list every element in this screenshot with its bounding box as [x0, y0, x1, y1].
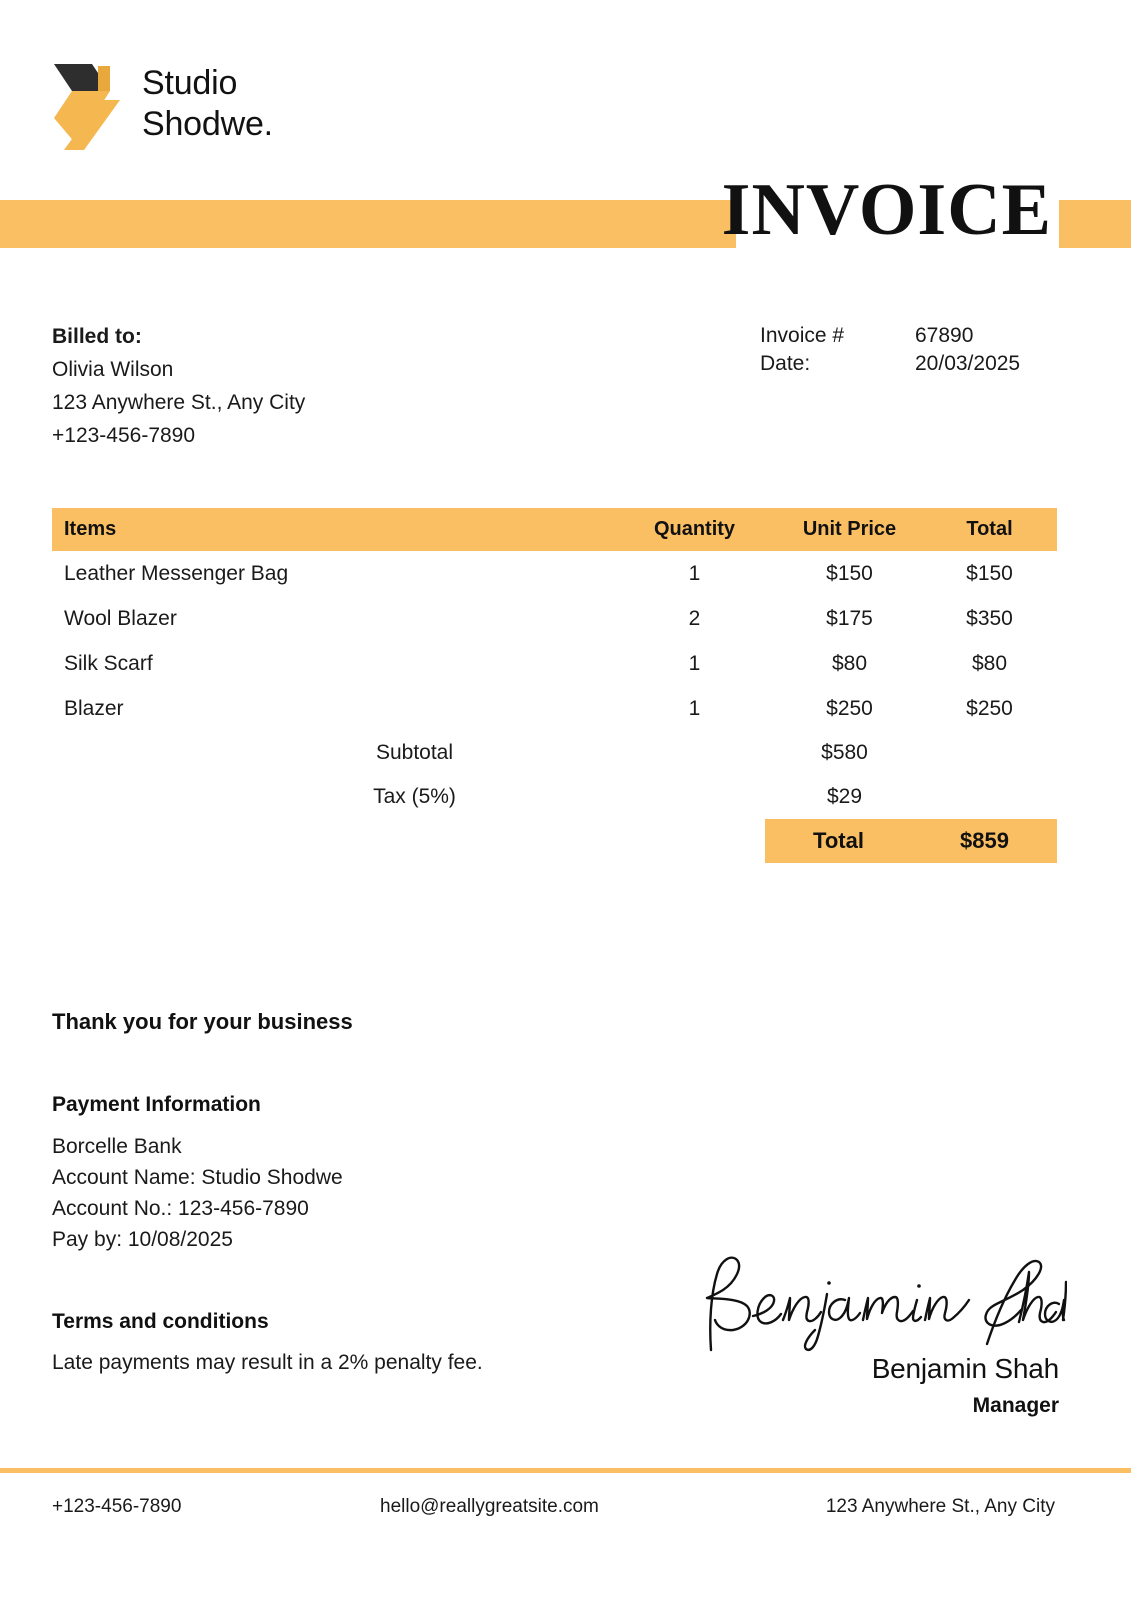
signature-block — [639, 1250, 1059, 1418]
cell-qty: 1 — [688, 651, 701, 675]
accent-band-right — [1059, 200, 1131, 248]
footer-divider — [0, 1468, 1131, 1473]
signatory-role: Manager — [972, 1394, 1059, 1417]
column-header-quantity: Quantity — [653, 518, 736, 540]
client-address: 123 Anywhere St., Any City — [52, 391, 306, 414]
column-header-unit-price: Unit Price — [802, 518, 897, 540]
tax-value: $29 — [826, 785, 863, 808]
subtotal-row — [52, 731, 1057, 775]
cell-price: $175 — [826, 606, 873, 630]
table-row — [52, 551, 1057, 596]
billed-to-heading: Billed to: — [52, 325, 142, 348]
page-title: INVOICE — [721, 169, 1052, 251]
brand-name — [142, 63, 273, 146]
terms-heading: Terms and conditions — [52, 1310, 269, 1333]
payment-bank: Borcelle Bank — [52, 1135, 182, 1158]
footer-phone: +123-456-7890 — [52, 1496, 182, 1517]
payment-account-name: Account Name: Studio Shodwe — [52, 1166, 343, 1189]
page-footer — [0, 1496, 1131, 1518]
brand-line-1: Studio — [142, 63, 238, 102]
client-name: Olivia Wilson — [52, 358, 174, 381]
invoice-number-value: 67890 — [915, 324, 974, 347]
table-row — [52, 596, 1057, 641]
grand-total-row — [765, 819, 1057, 863]
subtotal-value: $580 — [821, 741, 868, 764]
cell-qty: 1 — [688, 696, 701, 720]
terms-body: Late payments may result in a 2% penalty fee. — [52, 1351, 483, 1374]
payment-information-block — [52, 1093, 343, 1255]
client-phone: +123-456-7890 — [52, 424, 196, 447]
line-items-table — [52, 508, 1057, 863]
table-header-row — [52, 508, 1057, 551]
cell-total: $250 — [966, 696, 1013, 720]
column-header-items: Items — [64, 518, 117, 540]
cell-qty: 1 — [688, 561, 701, 585]
invoice-date-value: 20/03/2025 — [915, 352, 1021, 375]
cell-price: $80 — [831, 651, 868, 675]
cell-item: Leather Messenger Bag — [64, 561, 289, 585]
subtotal-label: Subtotal — [375, 741, 454, 764]
payment-pay-by: Pay by: 10/08/2025 — [52, 1228, 233, 1251]
cell-total: $80 — [971, 651, 1008, 675]
billed-to-block — [52, 320, 305, 452]
footer-address: 123 Anywhere St., Any City — [825, 1496, 1055, 1517]
terms-and-conditions-block — [52, 1310, 552, 1379]
tax-row — [52, 775, 1057, 819]
invoice-date-row — [760, 350, 1020, 378]
cell-qty: 2 — [688, 606, 701, 630]
invoice-number-label: Invoice # — [760, 324, 845, 347]
signature-mark — [639, 1250, 1059, 1355]
payment-information-heading: Payment Information — [52, 1093, 261, 1116]
grand-total-value: $859 — [960, 828, 1009, 853]
cell-item: Silk Scarf — [64, 651, 153, 675]
grand-total-label: Total — [813, 828, 864, 853]
cell-item: Wool Blazer — [64, 606, 177, 630]
cell-item: Blazer — [64, 696, 124, 720]
table-row — [52, 641, 1057, 686]
table-row — [52, 686, 1057, 731]
cell-total: $350 — [966, 606, 1013, 630]
brand-logo — [52, 58, 273, 150]
invoice-number-row — [760, 322, 1020, 350]
thank-you-note: Thank you for your business — [52, 1009, 353, 1034]
invoice-date-label: Date: — [760, 352, 811, 375]
signatory-name: Benjamin Shah — [871, 1353, 1059, 1384]
chevron-logo-icon — [52, 58, 124, 150]
accent-band-left — [0, 200, 736, 248]
brand-line-2: Shodwe. — [142, 105, 273, 143]
cell-price: $250 — [826, 696, 873, 720]
footer-email: hello@reallygreatsite.com — [380, 1496, 599, 1517]
column-header-total: Total — [966, 518, 1013, 540]
cell-price: $150 — [826, 561, 873, 585]
cell-total: $150 — [966, 561, 1013, 585]
invoice-title-band — [0, 169, 1131, 251]
payment-account-number: Account No.: 123-456-7890 — [52, 1197, 309, 1220]
tax-label: Tax (5%) — [373, 785, 456, 808]
invoice-meta-block — [760, 322, 1020, 378]
